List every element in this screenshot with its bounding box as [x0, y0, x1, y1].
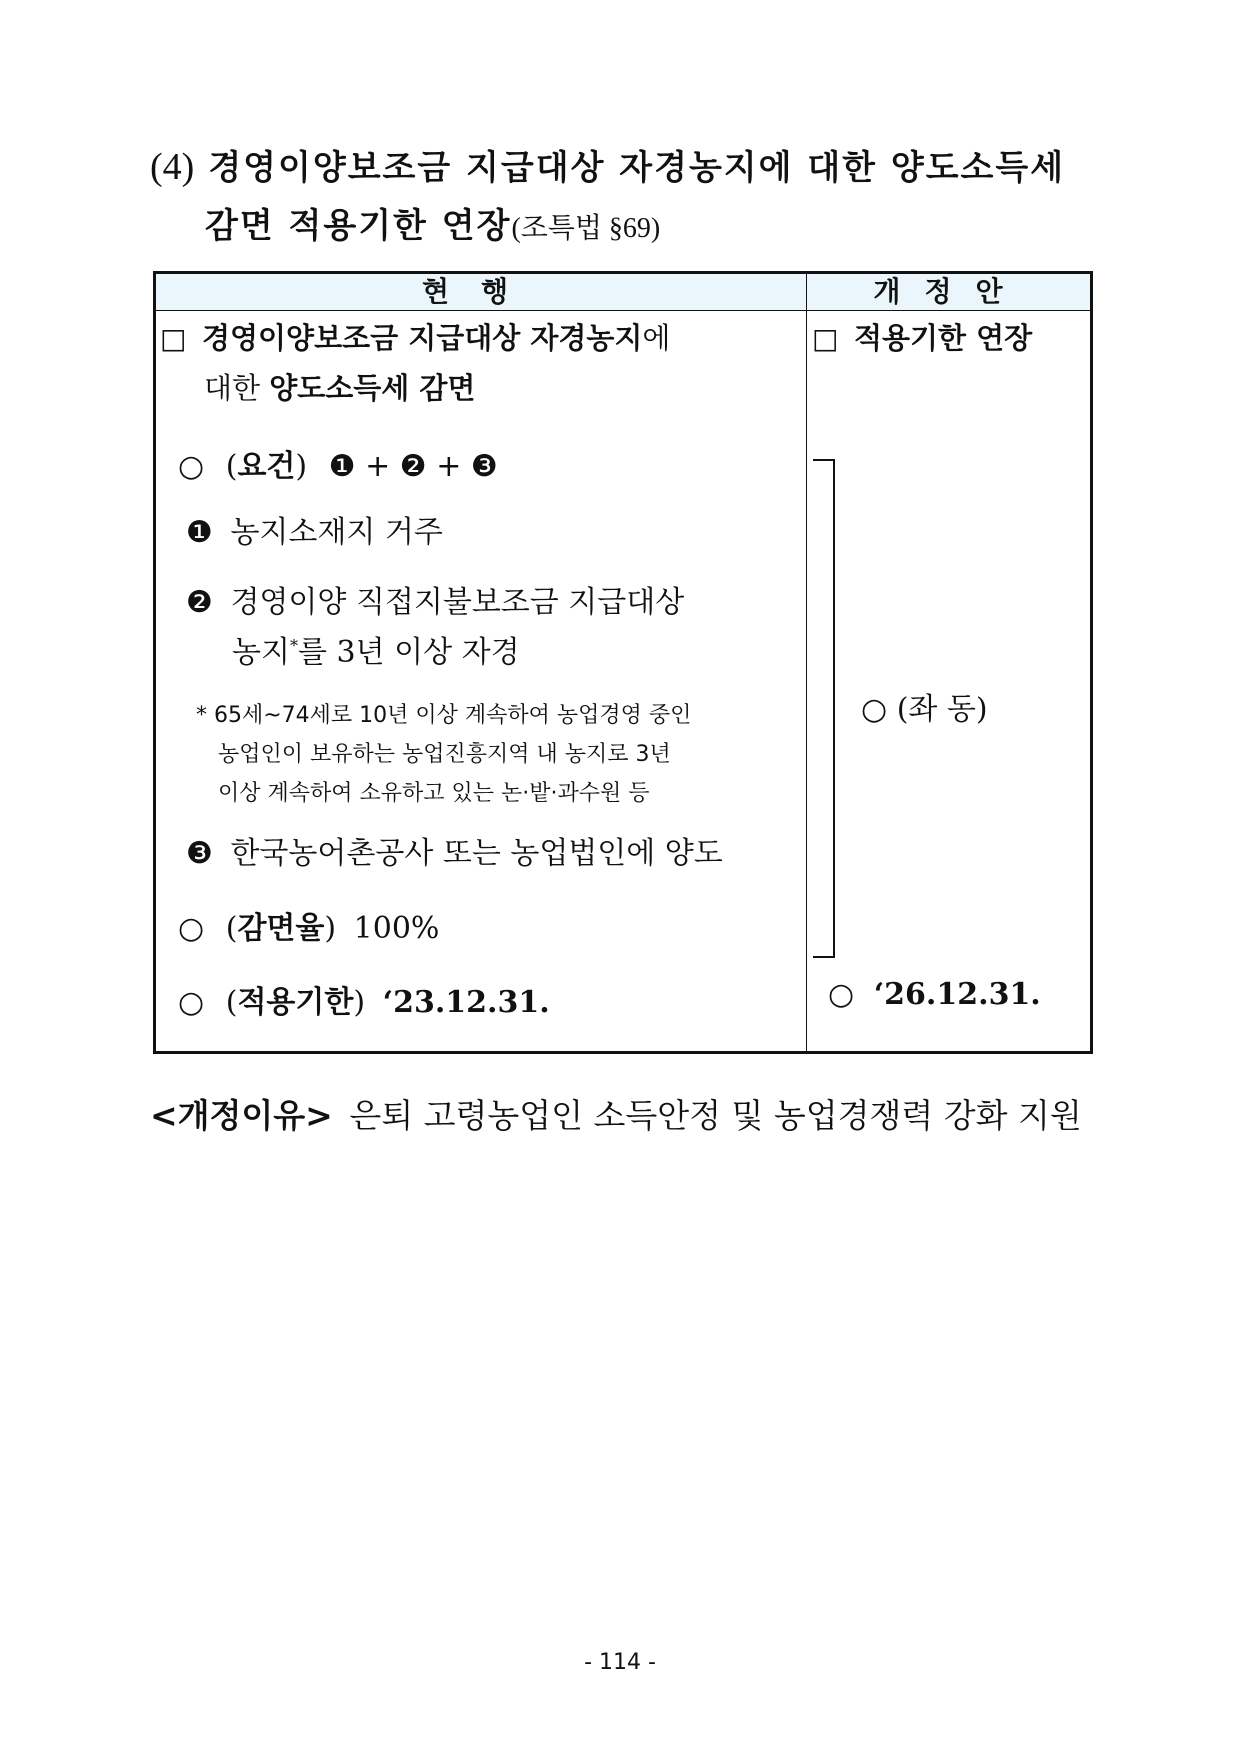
revision-reason	[150, 1090, 1082, 1137]
circle-bullet-icon: ○	[828, 977, 855, 1012]
revised-deadline-row	[828, 977, 1041, 1012]
requirement-row: ○ (요건) ❶ + ❷ + ❸	[178, 449, 498, 484]
reduction-rate-label: 감면율	[237, 911, 325, 946]
requirement-label: 요건	[237, 449, 296, 484]
header-current: 현행	[421, 275, 541, 308]
number-1-icon: ❶	[186, 515, 213, 550]
bracket-line	[813, 459, 835, 958]
current-title-line-1	[160, 316, 670, 357]
column-divider	[806, 274, 807, 1051]
requirement-item-2: ❷ 경영이양 직접지불보조금 지급대상	[186, 585, 685, 620]
same-as-left: ○ (좌 동)	[861, 692, 988, 727]
comparison-table	[153, 271, 1093, 1054]
current-title-bold: 경영이양보조금 지급대상 자경농지	[202, 321, 643, 355]
revised-deadline-value: ‘26.12.31.	[873, 977, 1041, 1012]
header-revised: 개정안	[873, 275, 1027, 308]
law-reference: (조특법 §69)	[511, 213, 661, 244]
section-number: (4)	[150, 146, 195, 188]
current-deadline-value: ‘23.12.31.	[382, 985, 550, 1020]
requirement-item-2-line-2: 농지*를 3년 이상 자경	[232, 635, 520, 670]
checkbox-square-icon: □	[160, 322, 187, 355]
section-title-line-1: 경영이양보조금 지급대상 자경농지에 대한 양도소득세	[208, 148, 1066, 188]
current-deadline-row: ○ (적용기한) ‘23.12.31.	[178, 985, 550, 1020]
revised-title: □ 적용기한 연장	[812, 321, 1033, 355]
section-title-line-2: 감면 적용기한 연장	[205, 206, 512, 246]
current-title-bold-2: 양도소득세 감면	[269, 371, 476, 405]
deadline-label: 적용기한	[237, 985, 354, 1020]
heading-line-1	[150, 138, 1065, 196]
reason-tag: <개정이유>	[150, 1096, 333, 1135]
current-title-line-2	[204, 366, 475, 407]
page-number: - 114 -	[584, 1650, 656, 1675]
checkbox-square-icon: □	[812, 322, 839, 355]
current-title-prefix: 대한	[204, 371, 270, 405]
circle-bullet-icon: ○	[178, 449, 205, 484]
requirement-item-1: ❶ 농지소재지 거주	[186, 515, 443, 550]
reason-text: 은퇴 고령농업인 소득안정 및 농업경쟁력 강화 지원	[349, 1096, 1082, 1135]
requirement-item-3: ❸ 한국농어촌공사 또는 농업법인에 양도	[186, 836, 723, 871]
footnote-star: *	[289, 636, 298, 655]
section-heading	[150, 138, 1065, 257]
circle-bullet-icon: ○	[178, 985, 205, 1020]
heading-line-2	[150, 196, 1065, 257]
requirement-formula: ❶ + ❷ + ❸	[328, 449, 498, 484]
number-2-icon: ❷	[186, 585, 213, 620]
circle-bullet-icon: ○	[178, 911, 205, 946]
reduction-rate-row: ○ (감면율) 100%	[178, 911, 440, 946]
current-title-suffix: 에	[642, 321, 671, 355]
number-3-icon: ❸	[186, 836, 213, 871]
footnote: * 65세~74세로 10년 이상 계속하여 농업경영 중인 농업인이 보유하는 농업진흥지역 내 농지로 3년 이상 계속하여 소유하고 있는 논·밭·과수원 등	[196, 703, 692, 806]
reduction-rate-value: 100%	[353, 911, 440, 946]
